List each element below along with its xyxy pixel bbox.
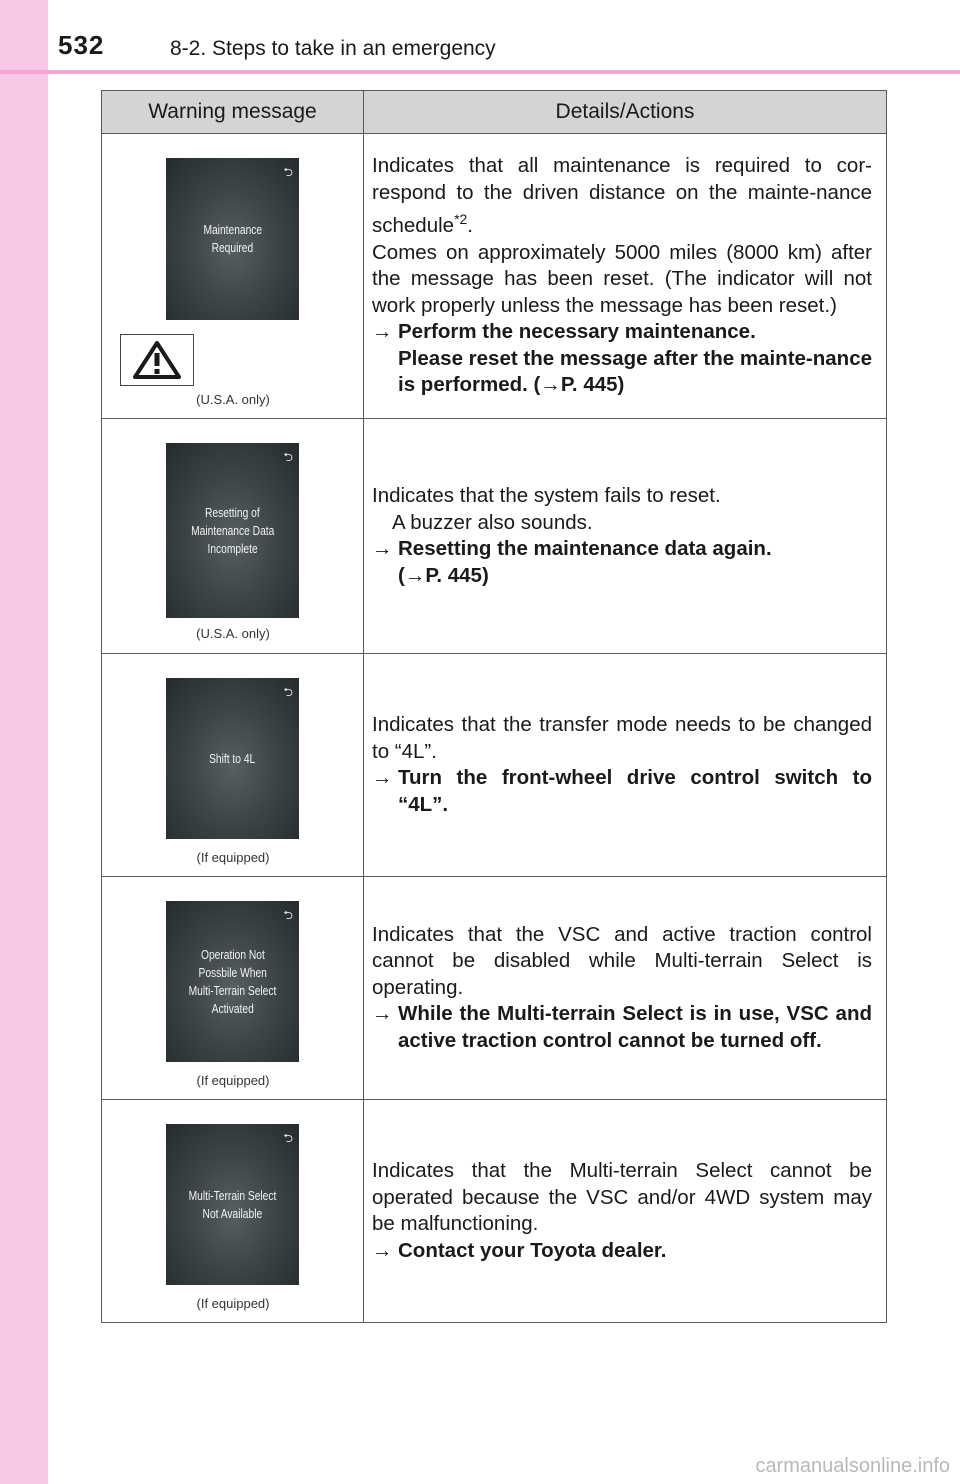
header-rule [0,70,960,74]
return-arrow-icon: ⮌ [283,1131,293,1145]
action-text: Resetting the maintenance data again. [398,537,772,560]
action-text-span: ( [398,563,405,587]
action-item [372,765,872,818]
table-row [102,134,887,419]
action-item [372,319,872,399]
image-caption: (If equipped) [196,1073,270,1088]
screen-line: Activated [211,1001,254,1016]
details-text-span: Indicates that all maintenance is required to cor-respond to the driven distance on the mainte-nance schedule [372,154,872,238]
page-reference[interactable]: P. 445) [560,373,625,397]
footnote-marker: *2 [454,211,468,228]
action-item [372,536,872,589]
display-screen-image [166,158,299,320]
side-color-band [0,0,48,1484]
details-cell [364,877,887,1100]
return-arrow-icon: ⮌ [283,450,293,464]
warning-triangle-icon [120,334,194,386]
warning-image-cell [102,1100,364,1323]
arrow-icon: → [372,537,393,560]
details-text: Comes on approximately 5000 miles (8000 km) after the message has been reset. (The indicator will not work properly unless the message has been reset.) [372,240,872,317]
table-row [102,1100,887,1323]
display-screen-image [166,901,299,1062]
table-row [102,877,887,1100]
details-text: Indicates that the transfer mode needs to be changed to “4L”. [372,713,872,763]
warning-image-cell [102,134,364,419]
warning-table [101,90,887,1323]
details-cell [364,419,887,654]
details-cell [364,1100,887,1323]
action-text: Turn the front-wheel drive control switch to “4L”. [398,766,872,816]
return-arrow-icon: ⮌ [283,165,293,179]
image-caption: (U.S.A. only) [196,626,270,641]
details-text-end: . [467,214,473,238]
arrow-icon: → [372,1238,393,1262]
screen-line: Multi-Terrain Select [188,983,277,998]
return-arrow-icon: ⮌ [283,908,293,922]
details-text [372,153,872,239]
page-number: 532 [58,30,105,60]
action-text-block [398,536,872,589]
arrow-icon: → [404,563,426,587]
display-screen-image [166,1124,299,1285]
screen-line: Operation Not [200,947,265,962]
display-screen-image [166,443,299,618]
warning-image-cell [102,654,364,877]
page-reference[interactable]: P. 445) [425,563,489,587]
action-text: While the Multi-terrain Select is in use, VSC and active traction control cannot be turned off. [398,1002,872,1052]
image-caption: (If equipped) [196,850,270,865]
image-caption: (U.S.A. only) [196,392,270,407]
screen-line: Incomplete [207,541,258,556]
column-header-warning-message: Warning message [102,91,364,134]
arrow-icon: → [372,766,393,789]
section-title: 8-2. Steps to take in an emergency [170,37,496,60]
table-row [102,654,887,877]
action-item [372,1238,872,1265]
screen-line: Maintenance [203,223,262,237]
action-text [398,563,872,590]
action-text: Contact your Toyota dealer. [398,1238,667,1262]
return-arrow-icon: ⮌ [283,685,293,699]
action-text [398,346,872,399]
details-text: Indicates that the Multi-terrain Select cannot be operated because the VSC and/or 4WD system may be malfunctioning. [372,1159,872,1235]
arrow-icon: → [372,320,393,344]
screen-line: Not Available [202,1206,263,1221]
column-header-details-actions: Details/Actions [364,91,887,134]
screen-line: Required [211,241,254,255]
screen-line: Possbile When [198,965,267,980]
screen-line: Multi-Terrain Select [188,1188,277,1203]
image-caption: (If equipped) [196,1296,270,1311]
screen-line: Maintenance Data [190,523,275,538]
action-text: Perform the necessary maintenance. [398,320,756,344]
warning-image-cell [102,877,364,1100]
details-text: A buzzer also sounds. [392,510,593,534]
details-text: Indicates that the VSC and active traction control cannot be disabled while Multi-terrain Select is operating. [372,922,872,999]
details-cell [364,654,887,877]
display-screen-image [166,678,299,839]
arrow-icon: → [540,373,561,397]
details-text: Indicates that the system fails to reset. [372,484,721,507]
action-text-span: Please reset the message after the mainte-nance is performed. ( [398,346,872,397]
action-text-block [398,319,872,399]
screen-line: Resetting of [205,505,260,520]
screen-line: Shift to 4L [209,751,256,766]
warning-image-cell [102,419,364,654]
table-row [102,419,887,654]
table-header-row [102,91,887,134]
arrow-icon: → [372,1002,393,1026]
watermark-logo: carmanualsonline.info [755,1455,950,1477]
action-item [372,1001,872,1054]
details-cell [364,134,887,419]
